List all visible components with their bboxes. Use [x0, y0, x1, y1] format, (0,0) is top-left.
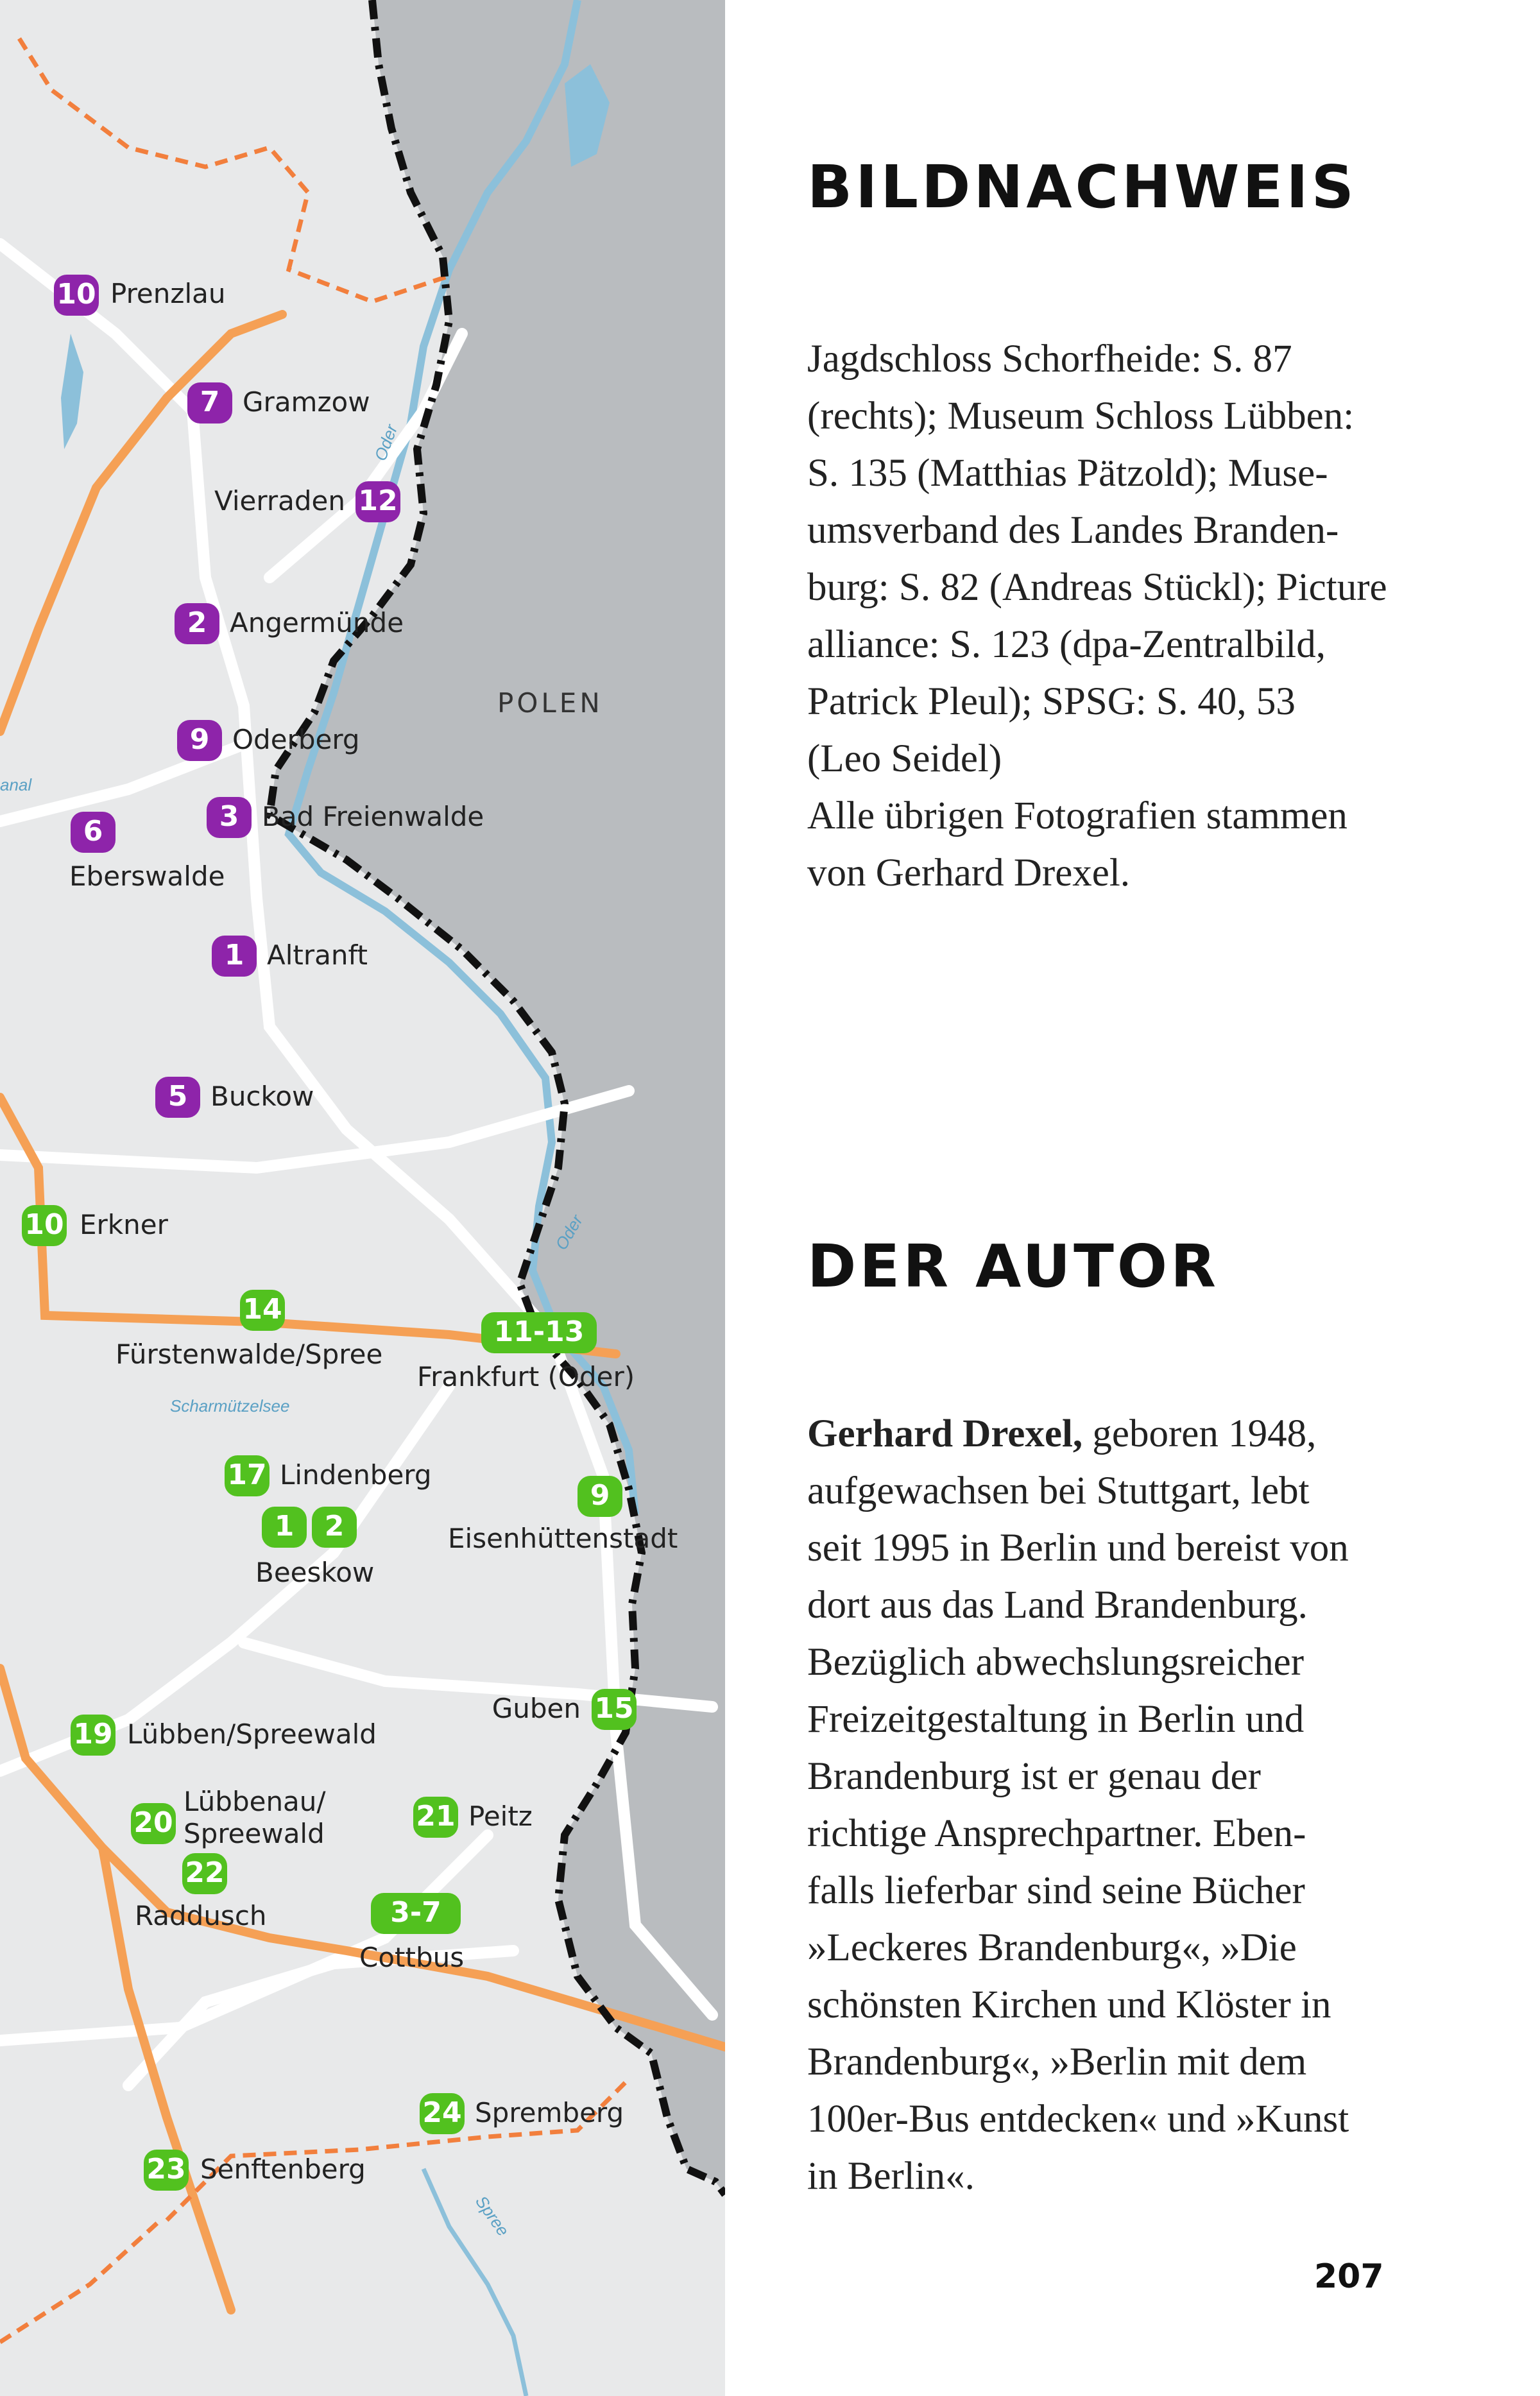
place-label: Eisenhüttenstadt [448, 1523, 678, 1554]
place-label: Lübben/Spreewald [127, 1718, 377, 1750]
place-label: Eberswalde [69, 860, 225, 892]
marker-number: 2 [324, 1510, 345, 1543]
marker-vierraden[interactable] [214, 481, 400, 522]
marker-gramzow[interactable] [187, 382, 370, 424]
marker-luebbenau[interactable] [131, 1786, 326, 1849]
marker-number: 3 [219, 800, 239, 833]
place-label: Oderberg [232, 724, 360, 755]
credits-line: (rechts); Museum Schloss Lübben: [807, 395, 1355, 438]
marker-beeskow-1[interactable] [262, 1507, 307, 1548]
place-label: Frankfurt (Oder) [417, 1361, 635, 1392]
credits-line: alliance: S. 123 (dpa-Zentralbild, [807, 623, 1326, 666]
credits-line: von Gerhard Drexel. [807, 851, 1131, 894]
marker-altranft[interactable] [212, 936, 368, 977]
marker-number: 9 [189, 723, 210, 756]
place-label: Angermünde [230, 607, 404, 638]
marker-number: 1 [274, 1510, 295, 1543]
marker-number: 14 [243, 1293, 282, 1326]
marker-erkner[interactable] [22, 1205, 169, 1246]
credits-paragraph [807, 330, 1449, 902]
river-label-oder-north: Oder [370, 422, 402, 464]
marker-lindenberg[interactable] [225, 1455, 432, 1496]
marker-cottbus[interactable] [359, 1893, 464, 1973]
credits-heading: BILDNACHWEIS [807, 153, 1357, 221]
canal-label: anal [0, 775, 32, 794]
author-line: Bezüglich abwechslungsreicher [807, 1641, 1305, 1684]
marker-guben[interactable] [492, 1689, 637, 1730]
author-line: »Leckeres Brandenburg«, »Die [807, 1926, 1297, 1969]
marker-number: 15 [594, 1692, 634, 1725]
credits-line: Alle übrigen Fotografien stammen [807, 794, 1348, 837]
author-line: aufgewachsen bei Stuttgart, lebt [807, 1469, 1310, 1512]
marker-number: 12 [358, 484, 398, 517]
marker-number: 7 [200, 386, 220, 418]
marker-raddusch[interactable] [135, 1853, 267, 1931]
marker-number: 20 [133, 1806, 173, 1839]
map-canvas [0, 0, 725, 2396]
place-label: Vierraden [214, 485, 345, 517]
marker-buckow[interactable] [155, 1077, 314, 1118]
place-label-line1: Lübbenau/ [184, 1786, 326, 1817]
marker-number: 23 [146, 2153, 186, 2186]
credits-line: Jagdschloss Schorfheide: S. 87 [807, 338, 1292, 381]
marker-number: 2 [187, 606, 207, 639]
regional-map [0, 0, 725, 2396]
marker-number: 9 [590, 1479, 610, 1512]
credits-line: S. 135 (Matthias Pätzold); Muse- [807, 452, 1328, 495]
credits-line: (Leo Seidel) [807, 737, 1002, 780]
marker-angermuende[interactable] [175, 603, 404, 644]
author-name: Gerhard Drexel, [807, 1412, 1083, 1455]
place-label-line2: Spreewald [184, 1818, 325, 1849]
author-line: in Berlin«. [807, 2155, 975, 2198]
marker-senftenberg[interactable] [144, 2150, 366, 2191]
place-label: Cottbus [359, 1942, 465, 1973]
river-label-spree: Spree [472, 2192, 513, 2240]
marker-peitz[interactable] [413, 1797, 533, 1838]
marker-number: 6 [83, 815, 103, 848]
marker-number: 10 [56, 278, 96, 311]
credits-line: Patrick Pleul); SPSG: S. 40, 53 [807, 680, 1296, 723]
place-label: Fürstenwalde/Spree [116, 1339, 383, 1370]
place-label: Spremberg [475, 2097, 624, 2128]
lake-uckersee [61, 334, 83, 449]
author-first-line-rest: geboren 1948, [1082, 1412, 1317, 1455]
author-line: dort aus das Land Brandenburg. [807, 1584, 1308, 1627]
poland-area [270, 0, 725, 2396]
place-label: Altranft [267, 939, 368, 971]
marker-bad-freienwalde[interactable] [207, 797, 484, 838]
marker-prenzlau[interactable] [54, 275, 225, 316]
place-label: Bad Freienwalde [262, 801, 484, 832]
place-label: Guben [492, 1693, 581, 1724]
marker-number: 3-7 [390, 1896, 441, 1929]
marker-number: 17 [227, 1459, 267, 1491]
author-heading: DER AUTOR [807, 1232, 1219, 1301]
place-label: Beeskow [255, 1557, 375, 1588]
author-line: seit 1995 in Berlin und bereist von [807, 1527, 1349, 1570]
place-label: Senftenberg [200, 2153, 366, 2185]
author-paragraph [807, 1405, 1449, 2205]
marker-number: 10 [24, 1208, 64, 1241]
place-label: Buckow [210, 1081, 314, 1112]
text-column [807, 0, 1449, 2396]
author-line: Brandenburg ist er genau der [807, 1755, 1261, 1798]
marker-number: 19 [73, 1718, 113, 1750]
place-label: Raddusch [135, 1900, 267, 1931]
author-line: falls lieferbar sind seine Bücher [807, 1869, 1305, 1912]
place-label: Prenzlau [110, 278, 226, 309]
marker-number: 1 [224, 939, 244, 971]
credits-line: umsverband des Landes Branden- [807, 509, 1339, 552]
river-label-oder-south: Oder [551, 1211, 587, 1253]
credits-line: burg: S. 82 (Andreas Stückl); Picture [807, 566, 1387, 609]
place-label: Lindenberg [280, 1459, 432, 1491]
author-line: 100er-Bus entdecken« und »Kunst [807, 2098, 1349, 2141]
marker-number: 21 [416, 1800, 456, 1833]
marker-number: 5 [167, 1080, 188, 1113]
country-label: POLEN [497, 687, 603, 719]
place-label: Peitz [468, 1801, 533, 1832]
page-number: 207 [1314, 2257, 1384, 2296]
marker-oderberg[interactable] [177, 720, 360, 761]
place-label: Erkner [80, 1209, 168, 1240]
marker-eberswalde[interactable] [69, 812, 225, 892]
author-line: richtige Ansprechpartner. Eben- [807, 1812, 1306, 1855]
marker-number: 11-13 [493, 1315, 585, 1348]
author-first-line [807, 1405, 1449, 1462]
place-label: Gramzow [243, 386, 370, 418]
marker-number: 24 [422, 2096, 462, 2129]
lake-label: Scharmützelsee [170, 1396, 290, 1416]
author-line: Brandenburg«, »Berlin mit dem [807, 2041, 1307, 2084]
marker-spremberg[interactable] [420, 2093, 624, 2134]
author-line: schönsten Kirchen und Klöster in [807, 1983, 1331, 2026]
author-line: Freizeitgestaltung in Berlin und [807, 1698, 1305, 1741]
marker-number: 22 [185, 1856, 225, 1889]
